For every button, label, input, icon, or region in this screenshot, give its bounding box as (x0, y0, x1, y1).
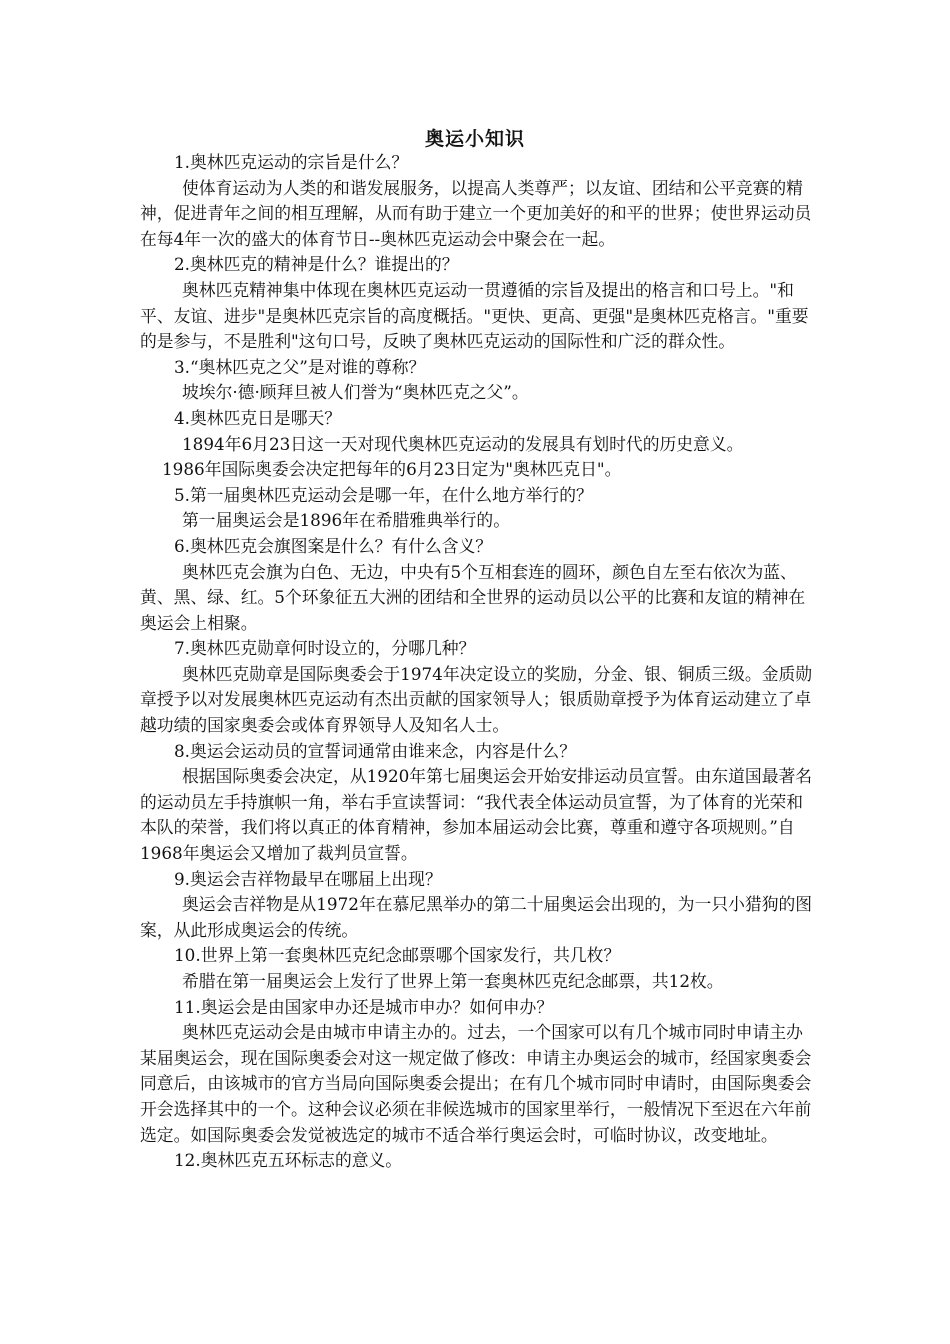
question-6: 6.奥林匹克会旗图案是什么？有什么含义？ (174, 535, 493, 556)
answer-9: 奥运会吉祥物是从1972年在慕尼黑举办的第二十届奥运会出现的，为一只小猎狗的图案，从此形成奥运会的传统。 (140, 894, 813, 940)
answer-4: 1894年6月23日这一天对现代奥林匹克运动的发展具有划时代的历史意义。 (182, 433, 744, 454)
question-11: 11.奥运会是由国家申办还是城市申办？如何申办？ (174, 996, 554, 1017)
answer-1: 使体育运动为人类的和谐发展服务，以提高人类尊严；以友谊、团结和公平竞赛的精神，促进青年之间的相互理解，从而有助于建立一个更加美好的和平的世界；使世界运动员在每4年一次的盛大的体育节日--奥林匹克运动会中聚会在一起。 (140, 177, 812, 249)
answer-10: 希腊在第一届奥运会上发行了世界上第一套奥林匹克纪念邮票，共12枚。 (182, 971, 724, 991)
question-5: 5.第一届奥林匹克运动会是哪一年，在什么地方举行的？ (174, 484, 593, 505)
question-3: 3.“奥林匹克之父”是对谁的尊称？ (174, 356, 426, 377)
question-4: 4.奥林匹克日是哪天？ (174, 407, 342, 428)
answer-2: 奥林匹克精神集中体现在奥林匹克运动一贯遵循的宗旨及提出的格言和口号上。"和平、友谊、进步"是奥林匹克宗旨的高度概括。"更快、更高、更强"是奥林匹克格言。"重要的是参与，不是胜利"这句口号，反映了奥林匹克运动的国际性和广泛的群众性。 (140, 279, 809, 352)
answer-7: 奥林匹克勋章是国际奥委会于1974年决定设立的奖励，分金、银、铜质三级。金质勋章授予以对发展奥林匹克运动有杰出贡献的国家领导人；银质勋章授予为体育运动建立了卓越功绩的国家奥委会或体育界领导人及知名人士。 (140, 663, 813, 736)
document-body (140, 150, 818, 1174)
answer-4-continued: 1986年国际奥委会决定把每年的6月23日定为"奥林匹克日"。 (162, 459, 622, 480)
answer-5: 第一届奥运会是1896年在希腊雅典举行的。 (182, 510, 510, 531)
answer-11: 奥林匹克运动会是由城市申请主办的。过去，一个国家可以有几个城市同时申请主办某届奥运会，现在国际奥委会对这一规定做了修改：申请主办奥运会的城市，经国家奥委会同意后，由该城市的官方当局向国际奥委会提出；在有几个城市同时申请时，由国际奥委会开会选择其中的一个。这种会议必须在非候选城市的国家里举行，一般情况下至迟在六年前选定。如国际奥委会发觉被选定的城市不适合举行奥运会时，可临时协议，改变地址。 (140, 1022, 812, 1145)
question-12: 12.奥林匹克五环标志的意义。 (174, 1150, 403, 1171)
document-title: 奥运小知识 (424, 128, 525, 150)
question-7: 7.奥林匹克勋章何时设立的，分哪几种？ (174, 638, 476, 659)
question-1: 1.奥林匹克运动的宗旨是什么？ (174, 152, 409, 172)
answer-6: 奥林匹克会旗为白色、无边，中央有5个互相套连的圆环，颜色自左至右依次为蓝、黄、黑、绿、红。5个环象征五大洲的团结和全世界的运动员以公平的比赛和友谊的精神在奥运会上相聚。 (140, 561, 806, 633)
question-8: 8.奥运会运动员的宣誓词通常由谁来念，内容是什么？ (174, 740, 576, 761)
question-10: 10.世界上第一套奥林匹克纪念邮票哪个国家发行，共几枚？ (174, 945, 621, 966)
answer-8: 根据国际奥委会决定，从1920年第七届奥运会开始安排运动员宣誓。由东道国最著名的运动员左手持旗帜一角，举右手宣读誓词：“我代表全体运动员宣誓，为了体育的光荣和本队的荣誉，我们将以真正的体育精神，参加本届运动会比赛，尊重和遵守各项规则。”自1968年奥运会又增加了裁判员宣誓。 (140, 766, 813, 864)
question-9: 9.奥运会吉祥物最早在哪届上出现？ (174, 868, 442, 889)
question-2: 2.奥林匹克的精神是什么？谁提出的？ (174, 254, 459, 275)
answer-3: 坡埃尔·德·顾拜旦被人们誉为“奥林匹克之父”。 (182, 382, 529, 403)
